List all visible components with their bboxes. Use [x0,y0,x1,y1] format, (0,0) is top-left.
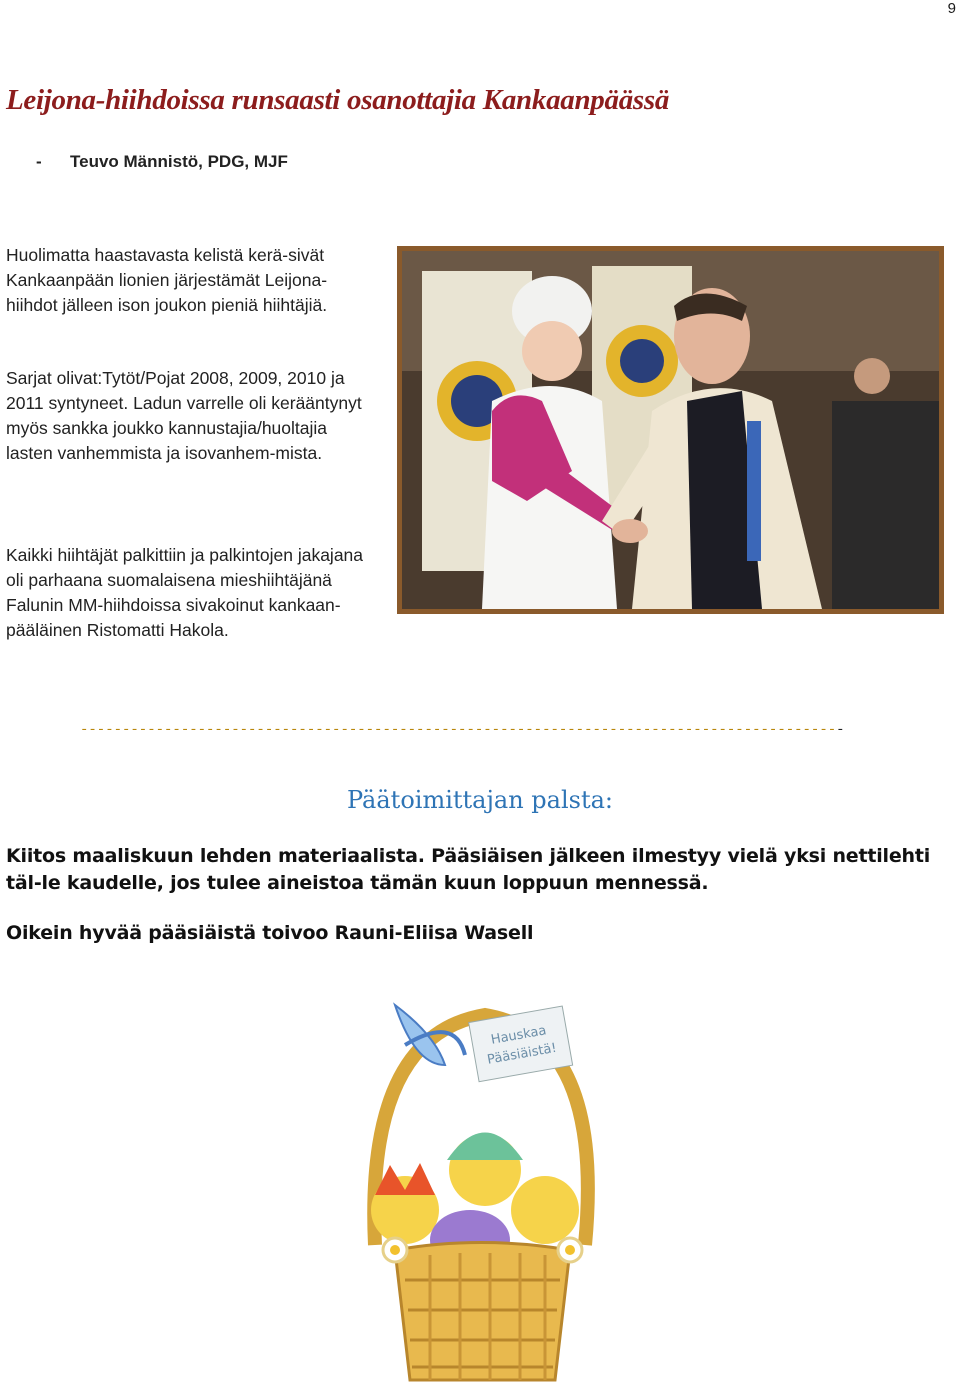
easter-basket-illustration [335,995,625,1390]
article-paragraph-1: Huolimatta haastavasta kelistä kerä-sivät Kankaanpään lionien järjestämät Leijona-hiihdot jälleen ison joukon pieniä hiihtäjiä. [6,245,328,315]
divider-line: ------------------------------------------------------------------------------------------ [80,722,837,738]
basket-icon [335,995,625,1390]
photo-illustration [402,251,939,609]
byline-dash: - [36,152,42,171]
easter-greeting: Oikein hyvää pääsiäistä toivoo Rauni-Eliisa Wasell [6,922,534,944]
editor-column-heading: Päätoimittajan palsta: [346,786,614,814]
section-divider [80,722,845,738]
editor-column-text: Kiitos maaliskuun lehden materiaalista. Pääsiäisen jälkeen ilmestyy vielä yksi nettilehti täl-le kaudelle, jos tulee aineistoa tämän kuun loppuun mennessä. [6,845,931,894]
byline [36,152,288,172]
article-title: Leijona-hiihdoissa runsaasti osanottajia Kankaanpäässä [6,84,670,116]
article-paragraph-2: Sarjat olivat:Tytöt/Pojat 2008, 2009, 2010 ja 2011 syntyneet. Ladun varrelle oli kerääntynyt myös sankka joukko kannustajia/huoltajia lasten vanhemmista ja isovanhem-mista. [6,368,362,463]
card-line-2: Pääsiäistä! [486,1040,558,1068]
card-line-1: Hauskaa [489,1023,548,1048]
divider-tail: - [836,722,845,738]
page-number: 9 [947,0,956,17]
byline-author: Teuvo Männistö, PDG, MJF [70,152,288,171]
article-paragraph-3: Kaikki hiihtäjät palkittiin ja palkintojen jakajana oli parhaana suomalaisena mieshiihtäjänä Falunin MM-hiihdoissa sivakoinut kankaan-pääläinen Ristomatti Hakola. [6,545,364,640]
article-photo [397,246,944,614]
